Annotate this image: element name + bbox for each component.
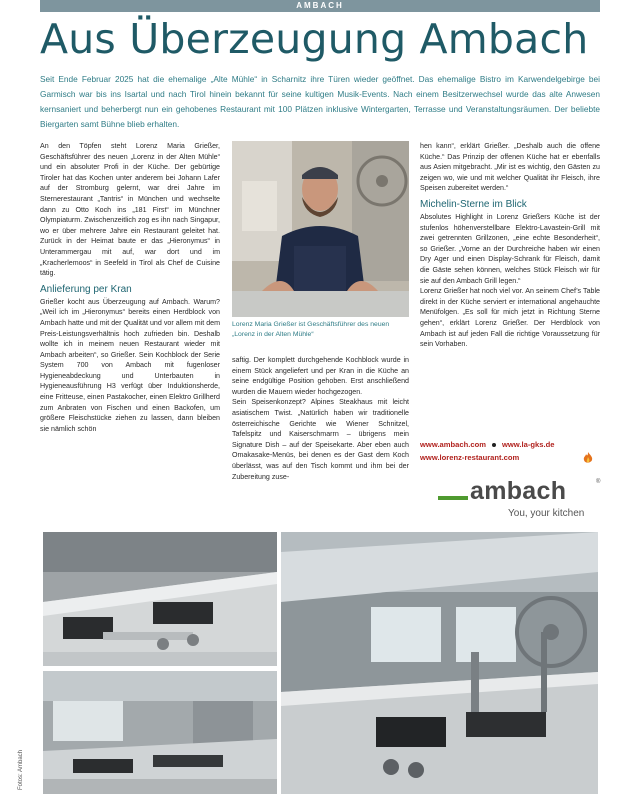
kitchen-photo-3-illustration xyxy=(43,671,277,794)
body-paragraph: Sein Speisenkonzept? Alpines Steakhaus mit leicht asiatischem Twist. „Natürlich haben wir traditionelle österreichische Gerichte wie Wiener Schnitzel, Tafelspitz und Kaiserschmarrn – übrigens mein Signature Dish – auf der Speisekarte. Aber eben auch Omakasake-Menüs, bei denen es der Gast dem Koch überlässt, was auf den Tisch kommt und ihm bei der Zubereitung zuse- xyxy=(232,398,409,481)
subheading-michelin: Michelin-Sterne im Blick xyxy=(420,198,527,210)
bullet-dot-icon xyxy=(492,443,496,447)
kitchen-photo-1 xyxy=(43,532,277,666)
logo-green-bar xyxy=(438,496,468,500)
ambach-link[interactable]: www.ambach.com xyxy=(420,440,486,449)
logo-registered-mark: ® xyxy=(596,479,601,485)
kitchen-photo-3 xyxy=(43,671,277,794)
body-paragraph: Absolutes Highlight in Lorenz Grießers Küche ist der stufenlos höhenverstellbare Elektro-Lavastein-Grill mit zwei getrennten Grillzonen, „eine echte Besonderheit“, so Grießer. „Vorne an der Durchreiche haben wir einen Dry Ager und einen Display-Schrank für Fleisch, damit die Gäste sehen können, welches Stück Fleisch wir für sie auf den Ambach Grill legen.“ xyxy=(420,212,600,285)
body-paragraph: hen kann“, erklärt Grießer. „Deshalb auch die offene Küche.“ Das Prinzip der offenen Küche hat er ebenfalls aus Asien mitgebracht. „Mir ist es wichtig, den Gästen zu zeigen wo, wie und mit welcher Qualität ihr Fleisch, ihre Speisen zubereitet werden.“ xyxy=(420,142,600,193)
kitchen-photo-2 xyxy=(281,532,598,794)
kitchen-photo-1-illustration xyxy=(43,532,277,666)
chef-portrait-illustration xyxy=(232,141,409,317)
body-paragraph: Grießer kocht aus Überzeugung auf Ambach. Warum? „Weil ich im „Hieronymus“ bereits einen Herdblock von Ambach hatte und mit der Qualität und vor allem mit dem Preis-Leistungsverhältnis hoch zufrieden bin. Deshalb wollte ich in meinem neuen Restaurant wieder mit Ambach arbeiten“, so Grießer. Sein Kochblock der Serie System 700 von Ambach mit fugenloser Hygieneabdeckung und Unterbauten in Hygieneausführung H3 verfügt über Induktionsherde, eine Fritteuse, einen Pastakocher, einen Elektro Grillherd zum Anbraten von Fischen und einen Backofen, um größere Fleischstücke ziehen zu lassen, dann bleiben sie nämlich schön xyxy=(40,297,220,433)
body-paragraph: saftig. Der komplett durchgehende Kochblock wurde in einem Stück angeliefert und per Kran in die Küche an seine endgültige Position gehoben. Erst anschließend wurden die Mauern wieder hochgezogen. xyxy=(232,356,409,396)
section-ribbon: AMBACH xyxy=(40,0,600,12)
chef-portrait-photo xyxy=(232,141,409,317)
flame-icon xyxy=(583,452,593,464)
restaurant-link[interactable]: www.lorenz-restaurant.com xyxy=(420,453,520,462)
article-column-2 xyxy=(232,355,409,482)
lead-paragraph: Seit Ende Februar 2025 hat die ehemalige „Alte Mühle“ in Scharnitz ihre Türen wieder geöffnet. Das ehemalige Bistro im Karwendelgebirge bei Garmisch war bis ins Isartal und nach Tirol hinein bekannt für seine kultigen Musik-Events. Nach einem Besitzerwechsel wurde das alte Anwesen kernsaniert und beherbergt nun ein gehobenes Restaurant mit 100 Plätzen inklusive Wintergarten, Terrasse und Veranstaltungsräumen. Der beliebte Biergarten samt Bühne blieb erhalten. xyxy=(40,74,600,129)
logo-wordmark: ambach xyxy=(470,477,567,505)
article-column-3 xyxy=(420,141,600,350)
la-gks-link[interactable]: www.la-gks.de xyxy=(501,440,555,449)
kitchen-photo-2-illustration xyxy=(281,532,598,794)
body-paragraph: Lorenz Grießer hat noch viel vor. An seinem Chef’s Table direkt in der Küche serviert er international angehauchte Menüfolgen. „Es soll für mich jetzt in Richtung Sterne gehen“, erklärt Lorenz Grießer. Der Herdblock von Ambach ist auf jeden Fall die richtige Voraussetzung für sein Vorhaben. xyxy=(420,287,600,349)
subheading-delivery: Anlieferung per Kran xyxy=(40,283,132,295)
ambach-logo xyxy=(436,477,606,525)
portrait-caption: Lorenz Maria Grießer ist Geschäftsführer des neuen „Lorenz in der Alten Mühle“ xyxy=(232,321,390,338)
photo-credit: Fotos: Ambach xyxy=(18,749,24,790)
page-title: Aus Überzeugung Ambach xyxy=(40,15,589,63)
body-paragraph: An den Töpfen steht Lorenz Maria Grießer, Geschäftsführer des neuen „Lorenz in der Alten Mühle“ und ein absoluter Profi in der Küche. Der gebürtige Tiroler hat das Kochen unter anderem bei Johann Lafer auf der Stromburg gelernt, war drei Jahre im Sternerestaurant „Tantris“ in München und wechselte dann zu Otto Koch ins „181 First“ im Münchner Olympiaturm. Zwischenzeitlich zog es ihn nach Singapur, wo er über mehrere Jahre ein Restaurant geleitet hat. Zurück in der Heimat baute er das „Hieronymus“ in Unterammergau mit auf, war dort und im „Kracherlemoos“ in Seefeld in Tirol als Chef de Cuisine tätig. xyxy=(40,142,220,278)
article-column-1 xyxy=(40,141,220,434)
logo-tagline: You, your kitchen xyxy=(508,508,585,519)
contact-links xyxy=(420,438,600,464)
